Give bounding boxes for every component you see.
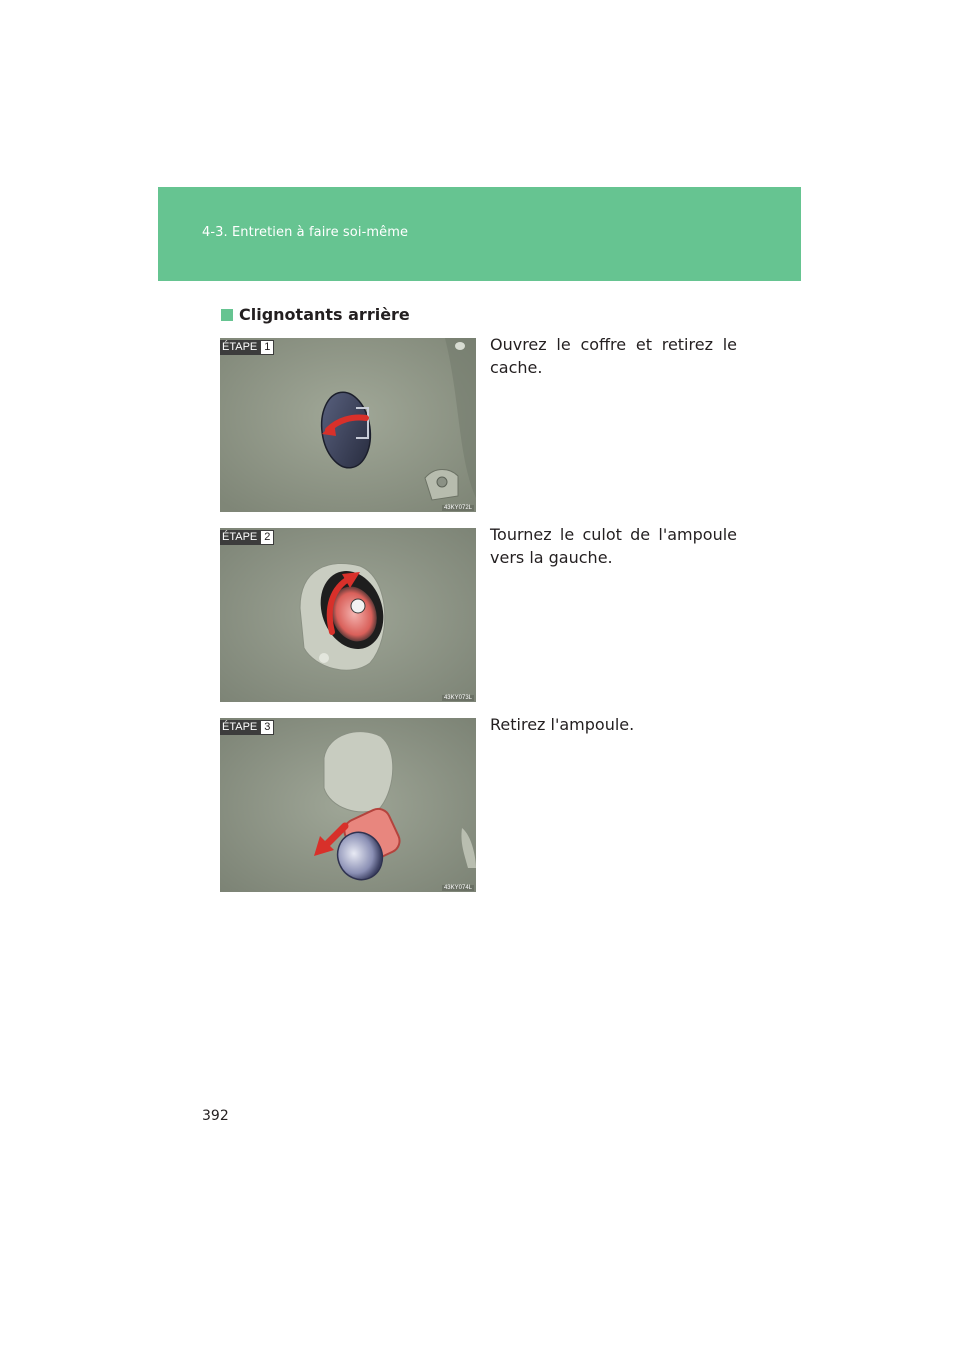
section-title-text: Clignotants arrière — [239, 305, 410, 324]
step-badge-number: 2 — [260, 530, 274, 545]
step-3-figure — [220, 718, 476, 892]
step-2-figure — [220, 528, 476, 702]
step-badge — [220, 720, 274, 735]
step-badge-word: ÉTAPE — [220, 340, 260, 355]
section-title — [221, 305, 410, 324]
step-badge-number: 1 — [260, 340, 274, 355]
chapter-title: 4-3. Entretien à faire soi-même — [202, 225, 409, 240]
page-number: 392 — [202, 1108, 229, 1124]
step-badge — [220, 530, 274, 545]
bulb-socket-illustration — [220, 528, 476, 702]
step-badge-number: 3 — [260, 720, 274, 735]
header-band — [158, 187, 801, 281]
figure-code: 43KY074L — [443, 885, 472, 891]
square-bullet-icon — [221, 309, 233, 321]
bulb-removal-illustration — [220, 718, 476, 892]
step-badge-word: ÉTAPE — [220, 720, 260, 735]
step-2-text: Tournez le culot de l'ampoule vers la gauche. — [490, 525, 737, 567]
trunk-cover-illustration — [220, 338, 476, 512]
step-badge-word: ÉTAPE — [220, 530, 260, 545]
figure-code: 43KY072L — [443, 505, 472, 511]
step-3-text: Retirez l'ampoule. — [490, 715, 635, 734]
step-1-figure — [220, 338, 476, 512]
step-badge — [220, 340, 274, 355]
step-1-text: Ouvrez le coffre et retirez le cache. — [490, 335, 737, 377]
figure-code: 43KY073L — [443, 695, 472, 701]
